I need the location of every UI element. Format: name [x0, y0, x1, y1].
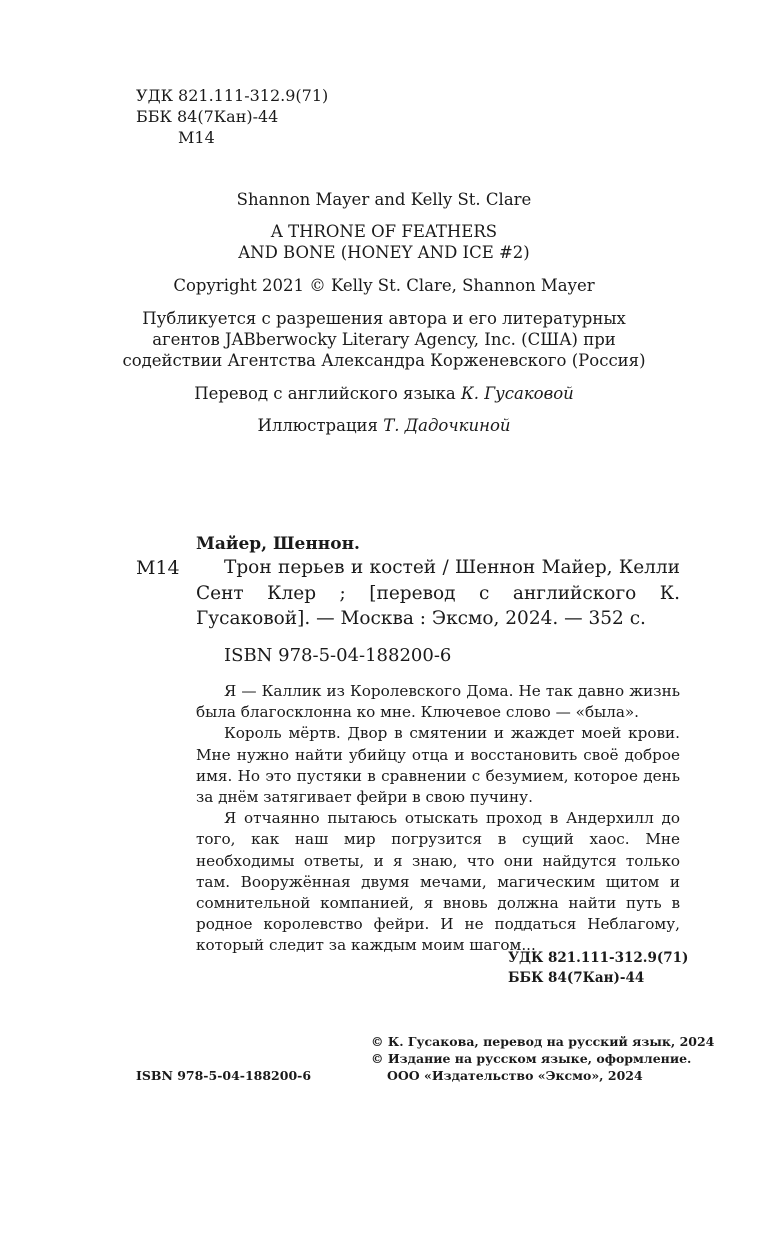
translation-label: Перевод с английского языка [194, 384, 456, 403]
footer-translation-copyright: © К. Гусакова, перевод на русский язык, 2024 [371, 1034, 715, 1049]
translation-credit [120, 383, 648, 404]
catalog-code: М14 [136, 557, 180, 579]
translator-name: К. Гусаковой [461, 384, 574, 403]
annotation [196, 681, 680, 957]
author-mark: М14 [178, 128, 215, 147]
card-udk-code: УДК 821.111-312.9(71) [508, 950, 689, 966]
annotation-paragraph: Я отчаянно пытаюсь отыскать проход в Андерхилл до того, как наш мир погрузится в сущий хаос. Мне необходимы ответы, и я знаю, что они найдутся только там. Вооружённая двумя мечами, магическим щитом и сомнительной компанией, я вновь должна найти путь в родное королевство фейри. И не поддаться Неблагому, который следит за каждым моим шагом... [196, 809, 680, 955]
original-title-line2: AND BONE (HONEY AND ICE #2) [238, 243, 530, 262]
annotation-paragraph: Король мёртв. Двор в смятении и жаждет моей крови. Мне нужно найти убийцу отца и восстановить своё доброе имя. Но это пустяки в сравнении с безумием, которое день за днём затягивает фейри в свою пучину. [196, 724, 680, 807]
illustration-credit [120, 415, 648, 436]
footer-publisher: ООО «Издательство «Эксмо», 2024 [387, 1068, 643, 1083]
original-copyright: Copyright 2021 © Kelly St. Clare, Shannon Mayer [173, 276, 595, 295]
catalog-isbn: ISBN 978-5-04-188200-6 [224, 645, 452, 666]
footer-edition-copyright: © Издание на русском языке, оформление. [371, 1051, 692, 1066]
catalog-description: Трон перьев и костей / Шеннон Майер, Келли Сент Клер ; [перевод с английского К. Гусаковой]. — Москва : Эксмо, 2024. — 352 с. [196, 557, 680, 629]
license-line1: Публикуется с разрешения автора и его литературных [142, 309, 626, 328]
illustration-label: Иллюстрация [257, 416, 378, 435]
original-title-line1: A THRONE OF FEATHERS [270, 222, 498, 241]
original-authors: Shannon Mayer and Kelly St. Clare [236, 190, 532, 209]
illustrator-name: Т. Дадочкиной [383, 416, 511, 435]
license-line3: содействии Агентства Александра Корженевского (Россия) [122, 351, 646, 370]
udk-code: УДК 821.111-312.9(71) [136, 86, 329, 105]
footer-isbn: ISBN 978-5-04-188200-6 [136, 1068, 312, 1083]
card-bbk-code: ББК 84(7Кан)-44 [508, 970, 645, 986]
annotation-paragraph: Я — Каллик из Королевского Дома. Не так давно жизнь была благосклонна ко мне. Ключевое слово — «была». [196, 682, 680, 722]
catalog-author-heading: Майер, Шеннон. [196, 534, 360, 554]
bbk-code: ББК 84(7Кан)-44 [136, 107, 279, 126]
license-line2: агентов JABberwocky Literary Agency, Inc. (США) при [152, 330, 616, 349]
